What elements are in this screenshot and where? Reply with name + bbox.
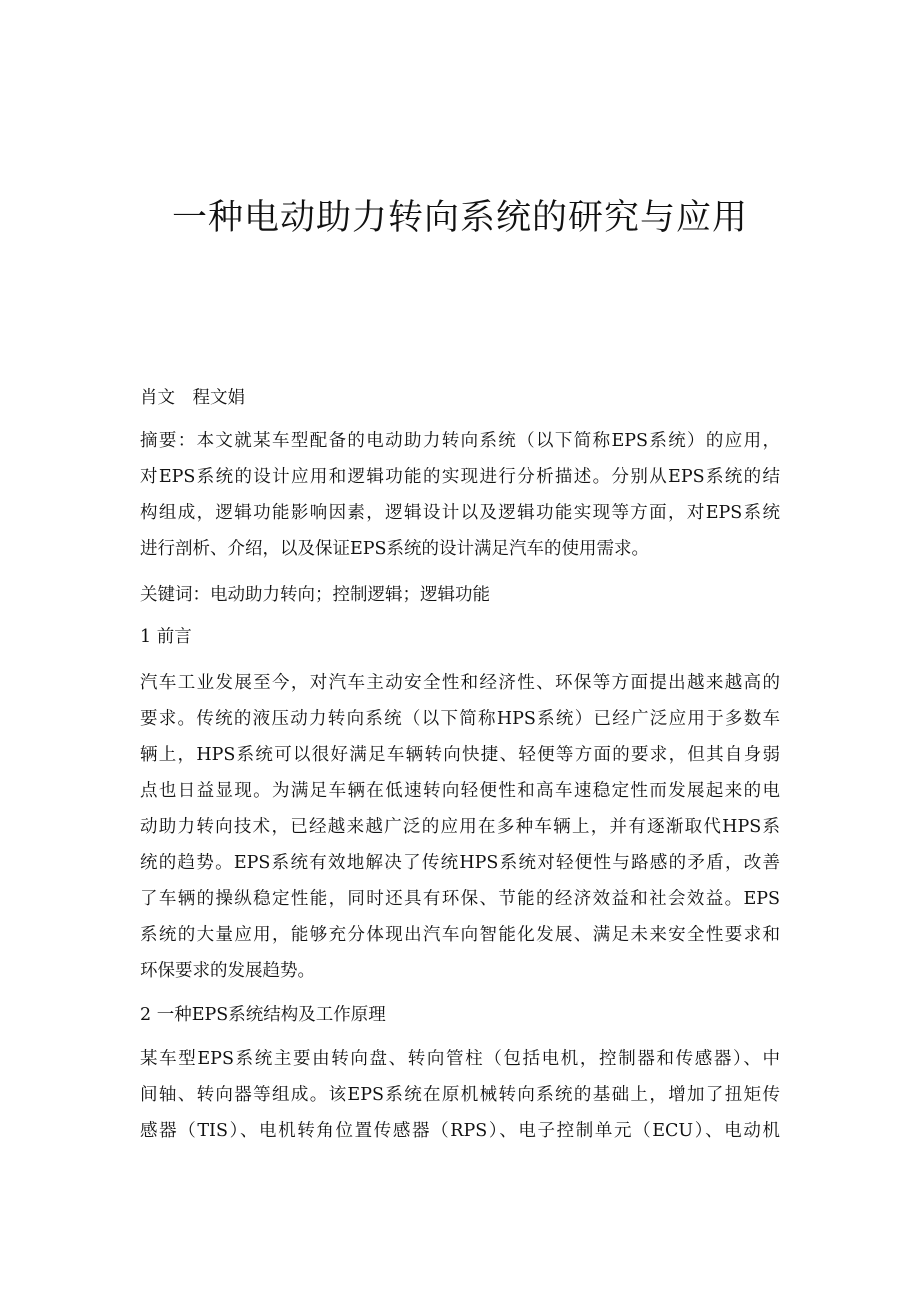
paragraph-line: 点也日益显现。为满足车辆在低速转向轻便性和高车速稳定性而发展起来的电	[140, 781, 780, 801]
keywords	[140, 577, 780, 613]
paragraph-line: 统的趋势。EPS系统有效地解决了传统HPS系统对轻便性与路感的矛盾，改善	[140, 853, 780, 873]
abstract-line: 进行剖析、介绍，以及保证EPS系统的设计满足汽车的使用需求。	[140, 539, 650, 559]
author-names: 肖文 程文娟	[140, 388, 245, 408]
paragraph-line: 间轴、转向器等组成。该EPS系统在原机械转向系统的基础上，增加了扭矩传	[140, 1085, 780, 1105]
paragraph-line: 动助力转向技术，已经越来越广泛的应用在多种车辆上，并有逐渐取代HPS系	[140, 817, 780, 837]
paragraph-line: 系统的大量应用，能够充分体现出汽车向智能化发展、满足未来安全性要求和	[140, 925, 780, 945]
keywords-text: 关键词：电动助力转向；控制逻辑；逻辑功能	[140, 585, 490, 605]
paragraph-line: 环保要求的发展趋势。	[140, 961, 315, 981]
section-heading: 2 一种EPS系统结构及工作原理	[140, 1005, 386, 1025]
section-heading: 1 前言	[140, 627, 192, 647]
paragraph-line: 感器（TIS）、电机转角位置传感器（RPS）、电子控制单元（ECU）、电动机	[140, 1121, 780, 1141]
abstract-line: 摘要：本文就某车型配备的电动助力转向系统（以下简称EPS系统）的应用，	[140, 431, 780, 451]
authors	[140, 380, 780, 416]
paragraph-line: 了车辆的操纵稳定性能，同时还具有环保、节能的经济效益和社会效益。EPS	[140, 889, 780, 909]
abstract	[140, 423, 780, 567]
abstract-line: 对EPS系统的设计应用和逻辑功能的实现进行分析描述。分别从EPS系统的结	[140, 467, 780, 487]
paragraph-line: 要求。传统的液压动力转向系统（以下简称HPS系统）已经广泛应用于多数车	[140, 709, 780, 729]
section-2	[140, 997, 780, 1149]
abstract-line: 构组成，逻辑功能影响因素，逻辑设计以及逻辑功能实现等方面，对EPS系统	[140, 503, 780, 523]
paragraph-line: 某车型EPS系统主要由转向盘、转向管柱（包括电机，控制器和传感器）、中	[140, 1049, 780, 1069]
section-1	[140, 619, 780, 989]
document-title: 一种电动助力转向系统的研究与应用	[171, 198, 748, 238]
paragraph-line: 汽车工业发展至今，对汽车主动安全性和经济性、环保等方面提出越来越高的	[140, 673, 780, 693]
paragraph-line: 辆上，HPS系统可以很好满足车辆转向快捷、轻便等方面的要求，但其自身弱	[140, 745, 780, 765]
